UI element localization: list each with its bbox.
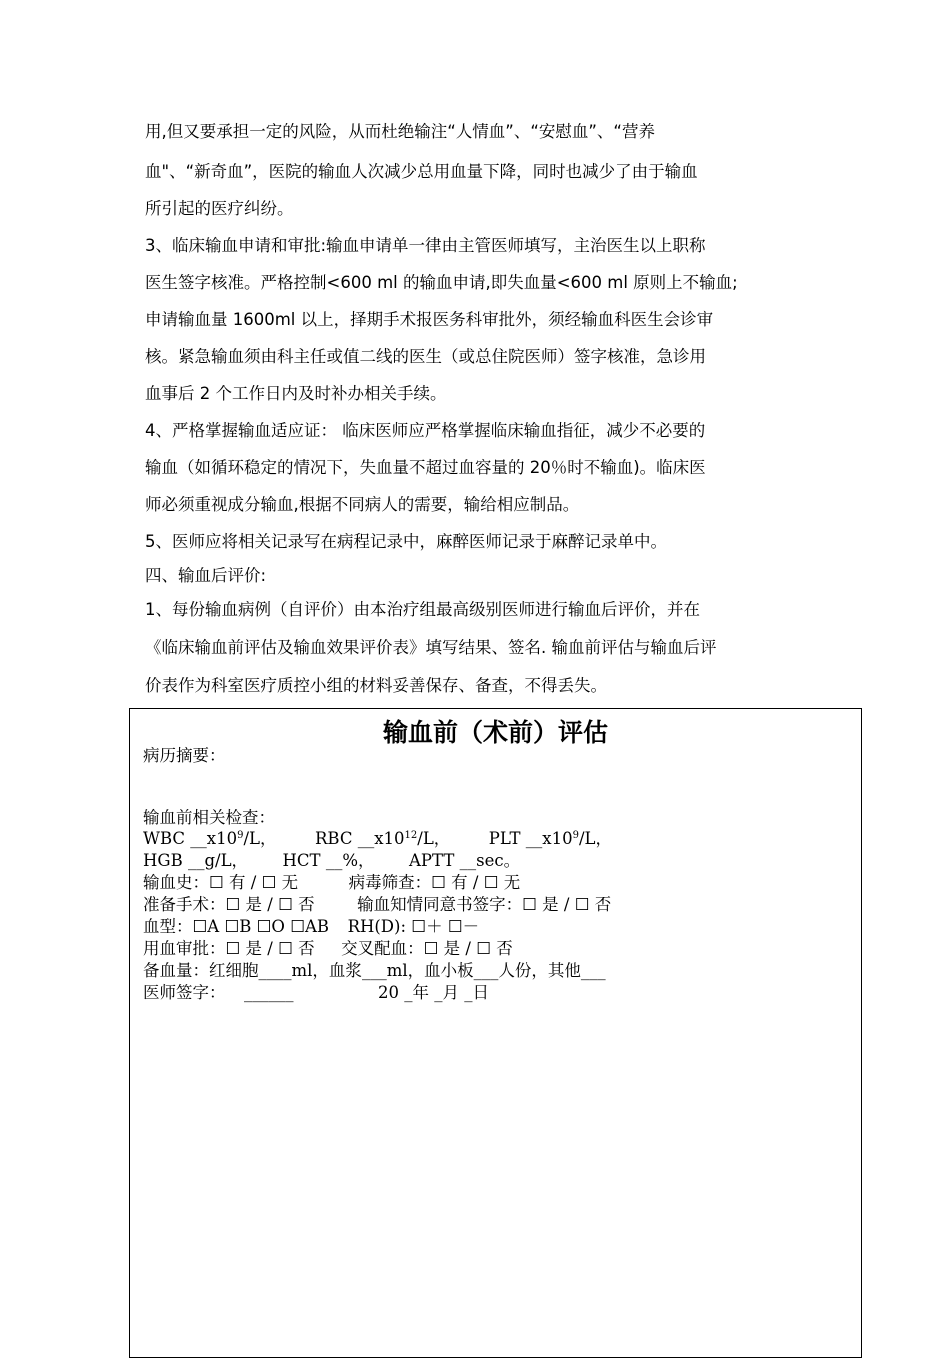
aptt-unit: sec。 [476, 851, 521, 870]
form-title: 输血前（术前）评估 [382, 718, 608, 747]
wbc-unit: x10 [206, 829, 238, 848]
paragraph-line: 价表作为科室医疗质控小组的材料妥善保存、备查，不得丢失。 [145, 676, 607, 695]
approval-row [143, 938, 513, 960]
hgb-label: HGB [143, 851, 183, 870]
plt-unit: x10 [542, 829, 573, 848]
surgery-row [143, 894, 611, 916]
blood-type-b-checkbox[interactable]: ☐B [224, 917, 252, 936]
rbc-unit: x10 [374, 829, 405, 848]
date-year: 年 [412, 983, 429, 1002]
lab-row-2 [143, 850, 520, 872]
prep-plt-unit: 人份，其他 [498, 961, 581, 980]
prep-other-blank[interactable]: ___ [580, 961, 606, 980]
hct-unit: %， [342, 851, 375, 870]
paragraph-line: 四、输血后评价: [145, 566, 267, 585]
paragraph-line: 血事后 2 个工作日内及时补办相关手续。 [145, 384, 447, 403]
hgb-blank[interactable]: __ [187, 851, 205, 870]
plt-blank[interactable]: __ [525, 829, 543, 848]
paragraph-line: 申请输血量 1600ml 以上，择期手术报医务科审批外，须经输血科医生会诊审 [145, 310, 714, 329]
transfusion-history-field[interactable]: 输血史：☐ 有 / ☐ 无 [143, 873, 299, 892]
wbc-unit-suffix: /L， [243, 829, 277, 848]
paragraph-line: 血"、“新奇血”，医院的输血人次减少总用血量下降，同时也减少了由于输血 [145, 162, 698, 181]
prep-rbc-blank[interactable]: ____ [258, 961, 292, 980]
rbc-label: RBC [314, 829, 353, 848]
history-row [143, 872, 520, 894]
approval-field[interactable]: 用血审批：☐ 是 / ☐ 否 [143, 939, 315, 958]
paragraph-line: 1、每份输血病例（自评价）由本治疗组最高级别医师进行输血后评价，并在 [145, 600, 700, 619]
blood-type-o-checkbox[interactable]: ☐O [256, 917, 285, 936]
wbc-exponent: 9 [237, 830, 244, 841]
paragraph-line: 《临床输血前评估及输血效果评价表》填写结果、签名. 输血前评估与输血后评 [145, 638, 717, 657]
rbc-exponent: 12 [404, 830, 418, 841]
blood-type-a-checkbox[interactable]: ☐A [192, 917, 220, 936]
plt-label: PLT [488, 829, 521, 848]
rbc-unit-suffix: /L， [417, 829, 451, 848]
tests-label: 输血前相关检查： [143, 808, 275, 827]
paragraph-line: 师必须重视成分输血,根据不同病人的需要，输给相应制品。 [145, 495, 580, 514]
plt-unit-suffix: /L， [578, 829, 612, 848]
blood-type-ab-checkbox[interactable]: ☐AB [290, 917, 330, 936]
plt-exponent: 9 [572, 830, 579, 841]
prep-rbc-unit: ml，血浆 [291, 961, 362, 980]
blood-type-label: 血型： [143, 917, 193, 936]
wbc-label: WBC [143, 829, 186, 848]
history-label: 病历摘要： [143, 746, 226, 765]
paragraph-line: 所引起的医疗纠纷。 [145, 199, 294, 218]
date-day: 日 [472, 983, 489, 1002]
virus-screening-field[interactable]: 病毒筛查：☐ 有 / ☐ 无 [348, 873, 521, 892]
year-blank[interactable]: _ [404, 983, 413, 1002]
hct-blank[interactable]: __ [325, 851, 343, 870]
date-month: 月 [442, 983, 459, 1002]
signature-label: 医师签字： [143, 983, 226, 1002]
prep-plt-blank[interactable]: ___ [473, 961, 499, 980]
blood-type-row [143, 916, 479, 938]
crossmatch-field[interactable]: 交叉配血：☐ 是 / ☐ 否 [341, 939, 513, 958]
consent-signed-field[interactable]: 输血知情同意书签字：☐ 是 / ☐ 否 [357, 895, 612, 914]
paragraph-line: 4、严格掌握输血适应证： 临床医师应严格掌握临床输血指征，减少不必要的 [145, 421, 706, 440]
wbc-blank[interactable]: __ [190, 829, 207, 848]
prep-label: 备血量：红细胞 [143, 961, 259, 980]
signature-row [143, 982, 489, 1004]
aptt-label: APTT [409, 851, 455, 870]
assessment-form [129, 708, 862, 1358]
hgb-unit: g/L， [204, 851, 249, 870]
paragraph-line: 用,但又要承担一定的风险，从而杜绝输注“人情血”、“安慰血”、“营养 [145, 122, 655, 141]
date-prefix: 20 [378, 983, 399, 1002]
hct-label: HCT [282, 851, 321, 870]
day-blank[interactable]: _ [464, 983, 473, 1002]
surgery-prep-field[interactable]: 准备手术：☐ 是 / ☐ 否 [143, 895, 315, 914]
lab-row-1 [143, 828, 612, 850]
prep-plasma-blank[interactable]: ___ [361, 961, 387, 980]
rh-label: RH(D): [347, 917, 407, 936]
paragraph-line: 3、临床输血申请和审批:输血申请单一律由主管医师填写，主治医生以上职称 [145, 236, 706, 255]
rbc-blank[interactable]: __ [357, 829, 375, 848]
prep-plasma-unit: ml，血小板 [386, 961, 474, 980]
aptt-blank[interactable]: __ [459, 851, 477, 870]
rh-positive-checkbox[interactable]: ☐＋ [411, 917, 443, 936]
signature-blank[interactable]: ______ [244, 983, 294, 1002]
month-blank[interactable]: _ [434, 983, 443, 1002]
rh-negative-checkbox[interactable]: ☐－ [447, 917, 480, 936]
paragraph-line: 5、医师应将相关记录写在病程记录中，麻醉医师记录于麻醉记录单中。 [145, 532, 667, 551]
prep-amount-row [143, 960, 606, 982]
paragraph-line: 医生签字核准。严格控制<600 ml 的输血申请,即失血量<600 ml 原则上不输血; [145, 273, 738, 292]
paragraph-line: 核。紧急输血须由科主任或值二线的医生（或总住院医师）签字核准，急诊用 [145, 347, 706, 366]
paragraph-line: 输血（如循环稳定的情况下，失血量不超过血容量的 20％时不输血)。临床医 [145, 458, 706, 477]
